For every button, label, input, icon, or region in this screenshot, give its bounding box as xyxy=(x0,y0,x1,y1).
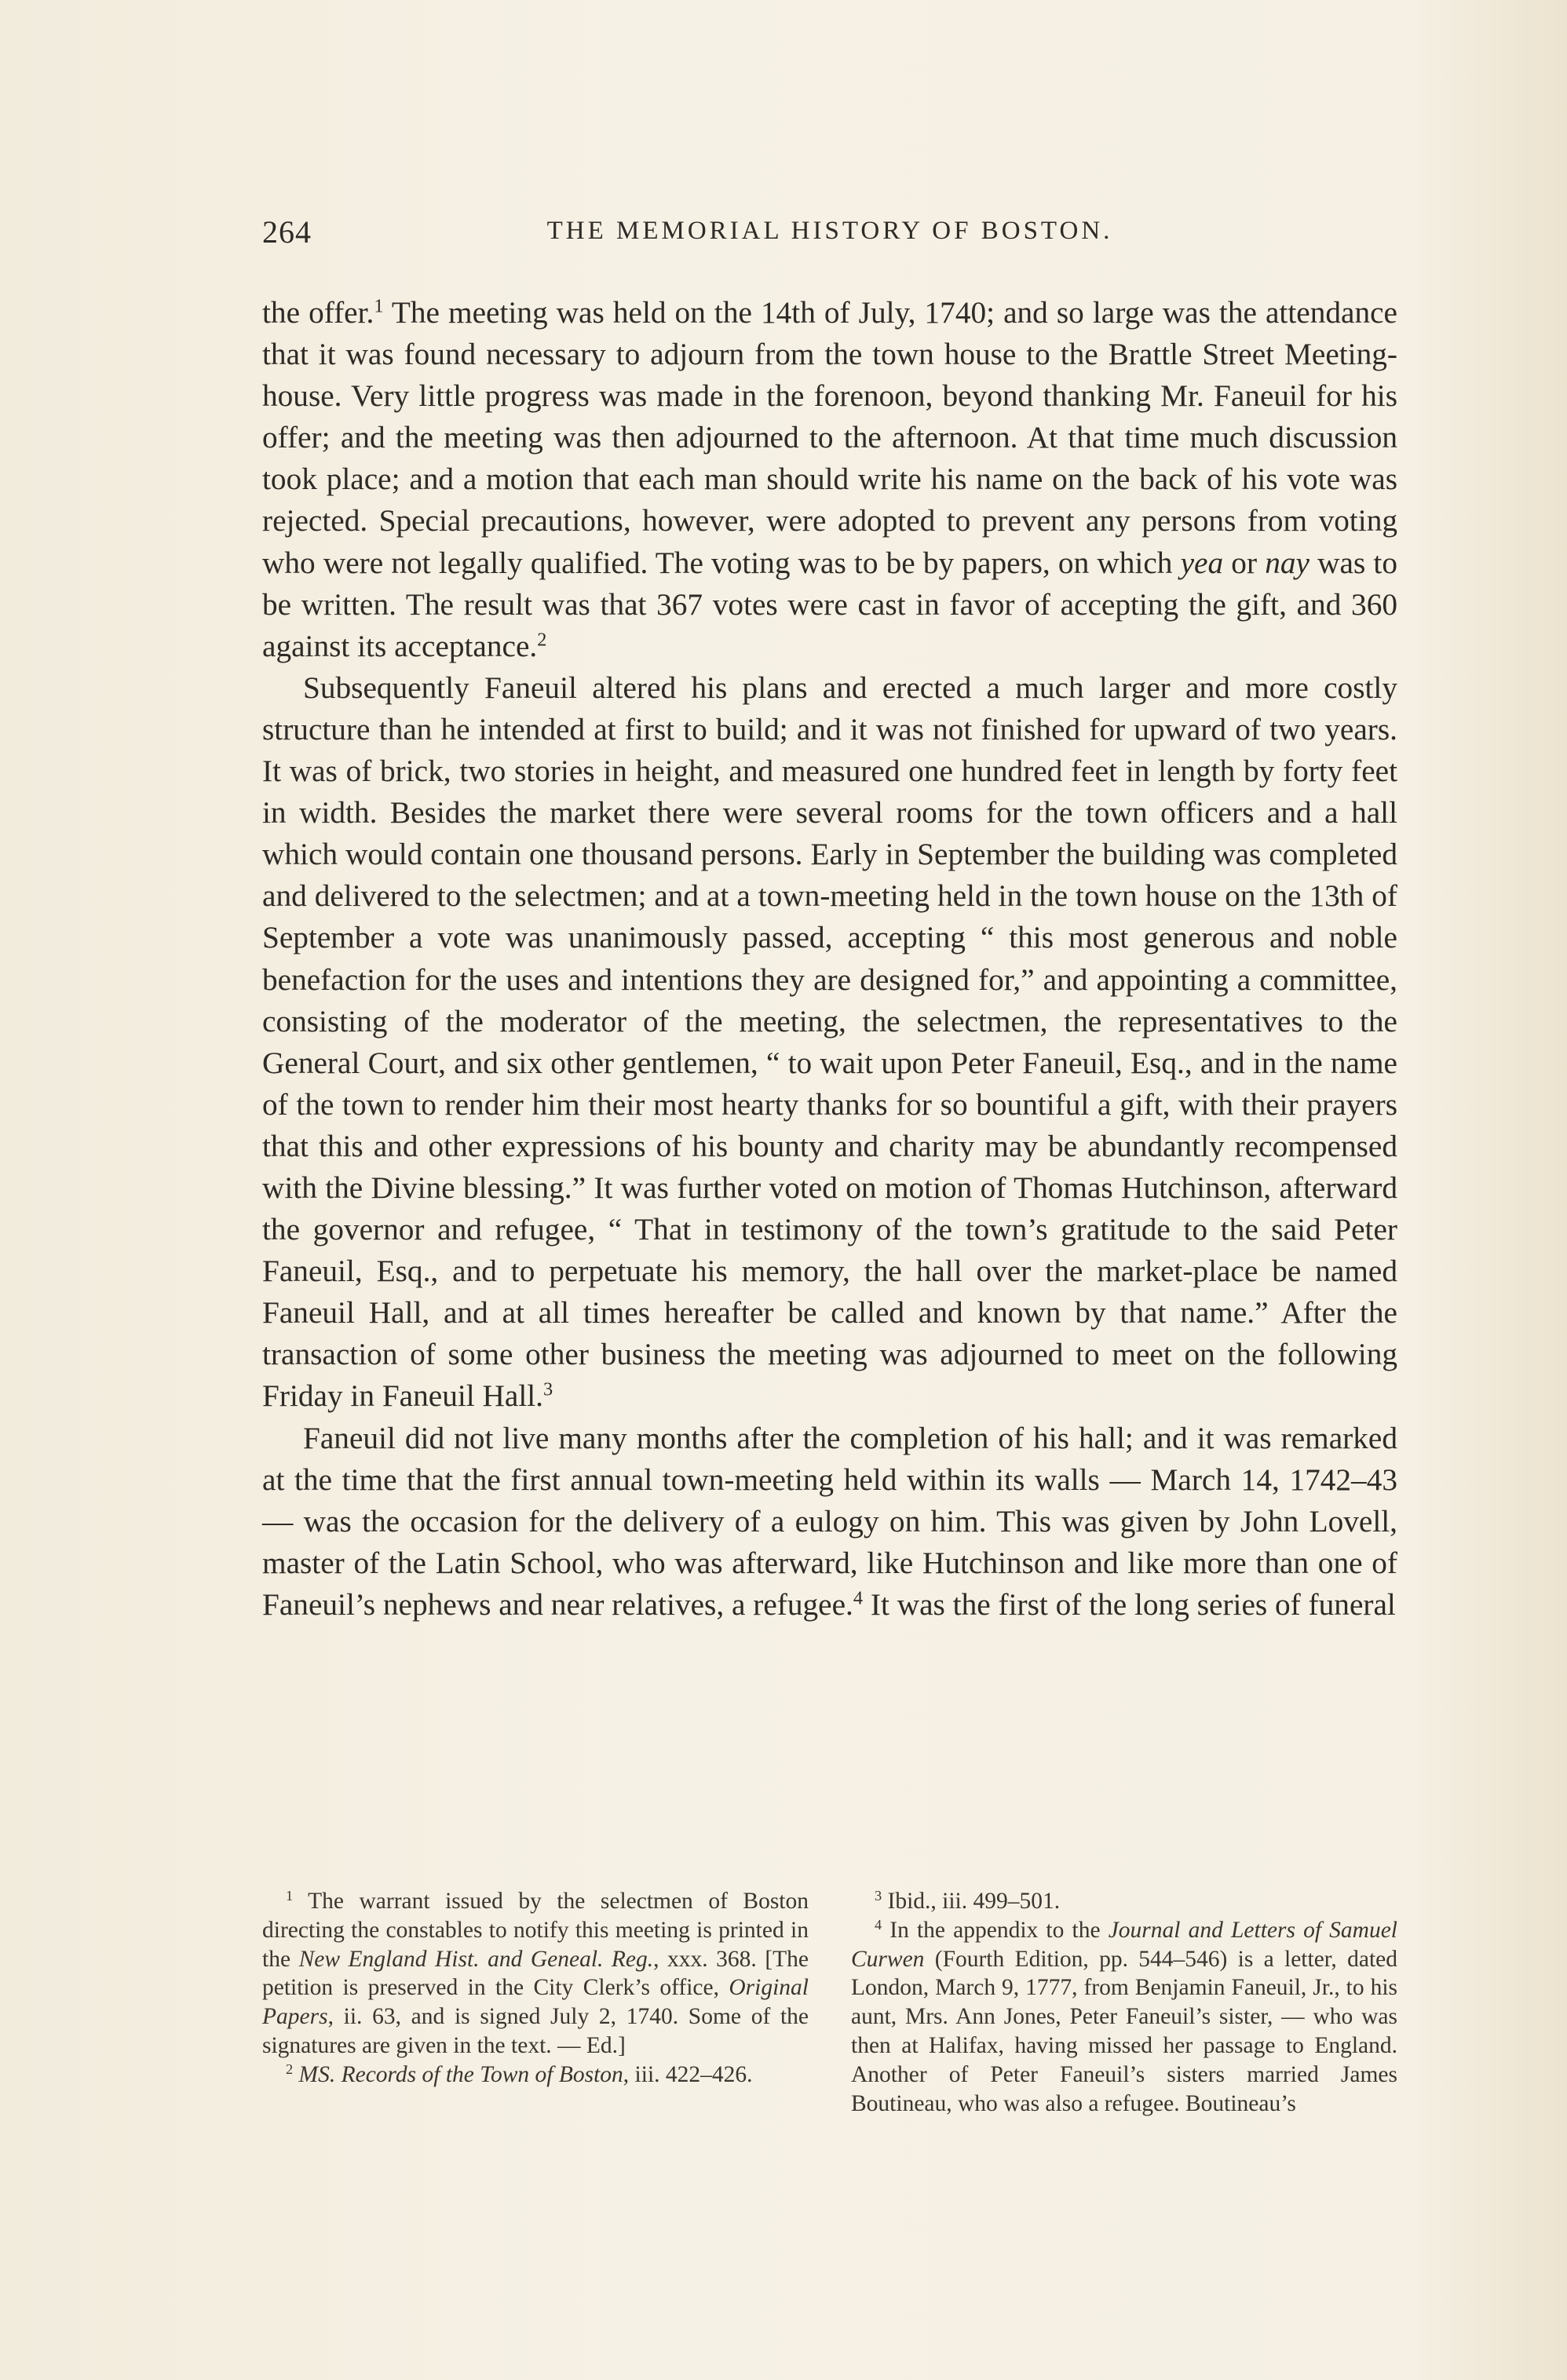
footnote-1: $^1$ The warrant issued by the selectmen of Boston directing the constables to notify this meeting is printed in the New England Hist. and Geneal. Reg., xxx. 368. [The petition is preserved in the City Clerk’s office, Original Papers, ii. 63, and is signed July 2, 1740. Some of the signatures are given in the text. — Ed.] xyxy=(262,1887,809,2058)
footnote-ref-4: 4 xyxy=(853,1587,864,1609)
footnote-ref-1: 1 xyxy=(374,295,384,317)
paragraph-1: the offer.$^1$ The meeting was held on the 14th of July, 1740; and so large was the attendance that it was found necessary to adjourn from the town house to the Brattle Street Meeting-house. Very little progress was made in the forenoon, beyond thanking Mr. Faneuil for his offer; and the meeting was then adjourned to the afternoon. At that time much discussion took place; and a motion that each man should write his name on the back of his vote was rejected. Special precautions, however, were adopted to prevent any persons from voting who were not legally qualified. The voting was to be by papers, on which yea or nay was to be written. The result was that 367 votes were cast in favor of accepting the gift, and 360 against its acceptance.$^2$ xyxy=(262,295,1397,663)
page-number: 264 xyxy=(262,214,312,250)
word-yea: yea xyxy=(1180,545,1224,580)
footnote-3: $^3$ Ibid., iii. 499–501. xyxy=(875,1887,1061,1914)
paragraph-3: Faneuil did not live many months after the completion of his hall; and it was remarked at the time that the first annual town-meeting held within its walls — March 14, 1742–43 — was the occasion for the delivery of a eulogy on him. This was given by John Lovell, master of the Latin School, who was afterward, like Hutchinson and like more than one of Faneuil’s nephews and near relatives, a refugee.$^4$ It was the first of the long series of funeral xyxy=(262,1420,1397,1622)
footnote-4: $^4$ In the appendix to the Journal and Letters of Samuel Curwen (Fourth Edition, pp. 544–546) is a letter, dated London, March 9, 1777, from Benjamin Faneuil, Jr., to his aunt, Mrs. Ann Jones, Peter Faneuil’s sister, — who was then at Halifax, having missed her passage to England. Another of Peter Faneuil’s sisters married James Boutineau, who was also a refugee. Boutineau’s xyxy=(851,1916,1398,2116)
footnotes-left-column xyxy=(262,1887,809,2118)
footnotes-right-column xyxy=(851,1887,1397,2118)
footnote-ref-2: 2 xyxy=(537,629,547,651)
page-header xyxy=(262,210,1397,257)
main-text xyxy=(262,292,1397,1626)
footnote-2: $^2$ MS. Records of the Town of Boston, iii. 422–426. xyxy=(286,2061,753,2087)
footnotes xyxy=(262,1887,1397,2118)
footnote-ref-3: 3 xyxy=(543,1379,553,1401)
word-nay: nay xyxy=(1265,545,1309,580)
running-title: THE MEMORIAL HISTORY OF BOSTON. xyxy=(546,217,1113,245)
paragraph-2: Subsequently Faneuil altered his plans and erected a much larger and more costly structure than he intended at first to build; and it was not finished for upward of two years. It was of brick, two stories in height, and measured one hundred feet in length by forty feet in width. Besides the market there were several rooms for the town officers and a hall which would contain one thousand persons. Early in September the building was completed and delivered to the selectmen; and at a town-meeting held in the town house on the 13th of September a vote was unanimously passed, accepting “ this most generous and noble benefaction for the uses and intentions they are designed for,” and appointing a committee, consisting of the moderator of the meeting, the selectmen, the representatives to the General Court, and six other gentlemen, “ to wait upon Peter Faneuil, Esq., and in the name of the town to render him their most hearty thanks for so bountiful a gift, with their prayers that this and other expressions of his bounty and charity may be abundantly recompensed with the Divine blessing.” It was further voted on motion of Thomas Hutchinson, afterward the governor and refugee, “ That in testimony of the town’s gratitude to the said Peter Faneuil, Esq., and to perpetuate his memory, the hall over the market-place be named Faneuil Hall, and at all times hereafter be called and known by that name.” After the transaction of some other business the meeting was adjourned to meet on the following Friday in Faneuil Hall.$^3$ xyxy=(262,670,1397,1414)
